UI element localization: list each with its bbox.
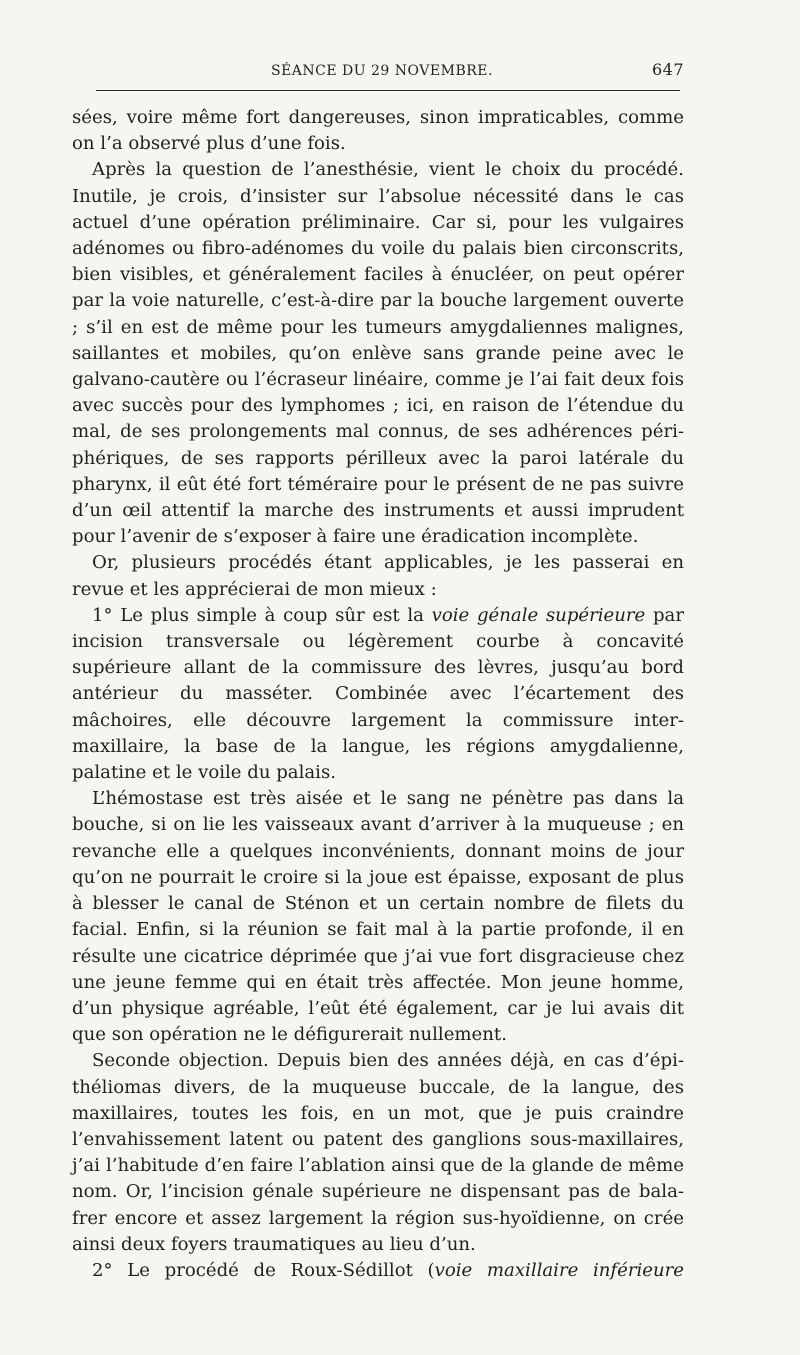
running-title: SÉANCE DU 29 NOVEMBRE. (271, 63, 493, 79)
paragraph-procedures-intro: Or, plusieurs procédés étant applicables, je les passerai en revue et les apprécierai de mon mieux : (72, 552, 684, 600)
page-number: 647 (651, 60, 684, 79)
item-2-italic: voie maxillaire inférieure (434, 1259, 684, 1281)
item-1-rest: par incision transversale ou légèrement courbe à concavité supérieure allant de la commissure des lèvres, jusqu’au bord antérieur du masséter. Combinée avec l’écartement des mâchoires, elle découvre largement la commissure inter-maxillaire, la base de la langue, les régions amygdalienne, palatine et le voile du palais. (72, 604, 684, 784)
paragraph-second-objection: Seconde objection. Depuis bien des années déjà, en cas d’épi-théliomas divers, de la muqueuse buccale, de la langue, des maxillaires, toutes les fois, en un mot, que je puis craindre l’envahissement latent ou patent des ganglions sous-maxillaires, j’ai l’habitude d’en faire l’ablation ainsi que de la glande de même nom. Or, l’incision génale supérieure ne dispensant pas de bala-frer encore et assez largement la région sus-hyoïdienne, on crée ainsi deux foyers traumatiques au lieu d’un. (72, 1050, 684, 1255)
paragraph-procedure-choice: Après la question de l’anesthésie, vient le choix du procédé. Inutile, je crois, d’insister sur l’absolue nécessité dans le cas actuel d’une opération préliminaire. Car si, pour les vulgaires adénomes ou fibro-adénomes du voile du palais bien circonscrits, bien visibles, et généralement faciles à énucléer, on peut opérer par la voie naturelle, c’est-à-dire par la bouche largement ouverte ; s’il en est de même pour les tumeurs amygdaliennes malignes, saillantes et mobiles, qu’on enlève sans grande peine avec le galvano-cautère ou l’écraseur linéaire, comme je l’ai fait deux fois avec succès pour des lymphomes ; ici, en raison de l’étendue du mal, de ses prolongements mal connus, de ses adhérences péri-phériques, de ses rapports périlleux avec la paroi latérale du pharynx, il eût été fort téméraire pour le présent de ne pas suivre d’un œil attentif la marche des instruments et aussi imprudent pour l’avenir de s’exposer à faire une éradication incomplète. (72, 159, 684, 548)
paragraph-continuation: sées, voire même fort dangereuses, sinon impraticables, comme on l’a observé plus d’une fois. (72, 107, 684, 155)
header-rule (96, 90, 680, 91)
item-2-lead: 2° Le procédé de Roux-Sédillot ( (92, 1259, 435, 1281)
body-text (72, 105, 684, 1284)
paragraph-item-1 (72, 603, 684, 786)
paragraph-hemostasis: L’hémostase est très aisée et le sang ne pénètre pas dans la bouche, si on lie les vaisseaux avant d’arriver à la muqueuse ; en revanche elle a quelques inconvénients, donnant moins de jour qu’on ne pourrait le croire si la joue est épaisse, exposant de plus à blesser le canal de Sténon et un certain nombre de filets du facial. Enfin, si la réunion se fait mal à la partie profonde, il en résulte une cicatrice déprimée que j’ai vue fort disgracieuse chez une jeune femme qui en était très affectée. Mon jeune homme, d’un physique agréable, l’eût été également, car je lui avais dit que son opération ne le défigurerait nullement. (72, 788, 684, 1046)
item-1-lead: 1° Le plus simple à coup sûr est la (92, 604, 432, 626)
paragraph-item-2 (72, 1258, 684, 1284)
book-page (72, 60, 684, 1284)
running-header (72, 60, 684, 90)
item-1-italic: voie génale supérieure (431, 604, 646, 626)
